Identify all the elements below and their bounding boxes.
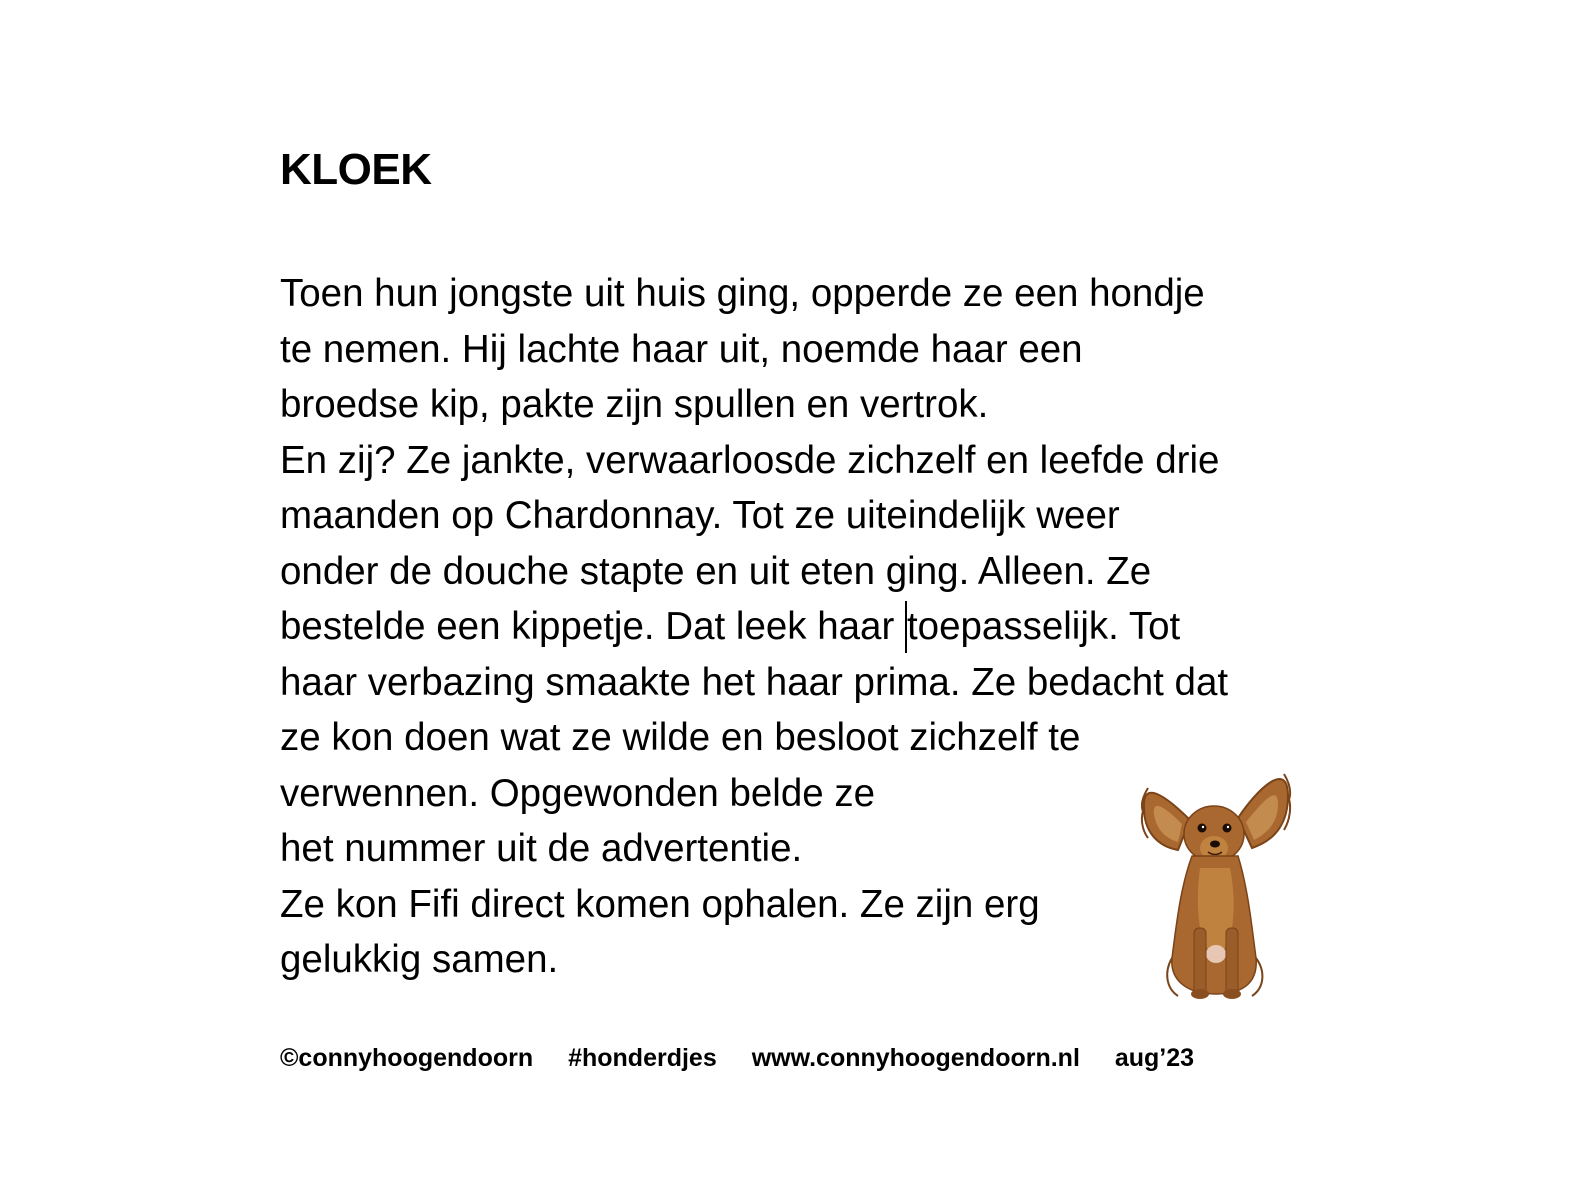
story-line: haar verbazing smaakte het haar prima. Ze bedacht dat: [280, 660, 1229, 704]
footer: [280, 1040, 1222, 1076]
story-line: te nemen. Hij lachte haar uit, noemde haar een: [280, 327, 1083, 371]
story-line: Toen hun jongste uit huis ging, opperde ze een hondje: [280, 272, 1205, 315]
story-line-with-cursor: [280, 599, 1320, 655]
story-line: En zij? Ze jankte, verwaarloosde zichzelf en leefde drie: [280, 438, 1220, 482]
story-line: verwennen. Opgewonden belde ze: [280, 771, 876, 815]
footer-website[interactable]: www.connyhoogendoorn.nl: [751, 1044, 1080, 1072]
page-title: KLOEK: [280, 145, 432, 194]
story-line: onder de douche stapte en uit eten ging. Alleen. Ze: [280, 549, 1152, 593]
dog-photo: [1138, 758, 1294, 1004]
footer-date: aug’23: [1114, 1044, 1195, 1072]
story-line: gelukkig samen.: [280, 938, 559, 981]
story-line: het nummer uit de advertentie.: [280, 827, 803, 870]
footer-copyright: ©connyhoogendoorn: [280, 1044, 534, 1072]
footer-hashtag: #honderdjes: [568, 1044, 717, 1072]
story-line: Ze kon Fifi direct komen ophalen. Ze zijn erg: [280, 882, 1040, 926]
story-line: ze kon doen wat ze wilde en besloot zichzelf te: [280, 716, 1081, 759]
story-text-after-cursor: toepasselijk. Tot: [906, 605, 1181, 648]
story-text-before-cursor: bestelde een kippetje. Dat leek haar: [280, 605, 905, 648]
story-line: maanden op Chardonnay. Tot ze uiteindelijk weer: [280, 494, 1120, 537]
story-line: broedse kip, pakte zijn spullen en vertrok.: [280, 383, 989, 426]
